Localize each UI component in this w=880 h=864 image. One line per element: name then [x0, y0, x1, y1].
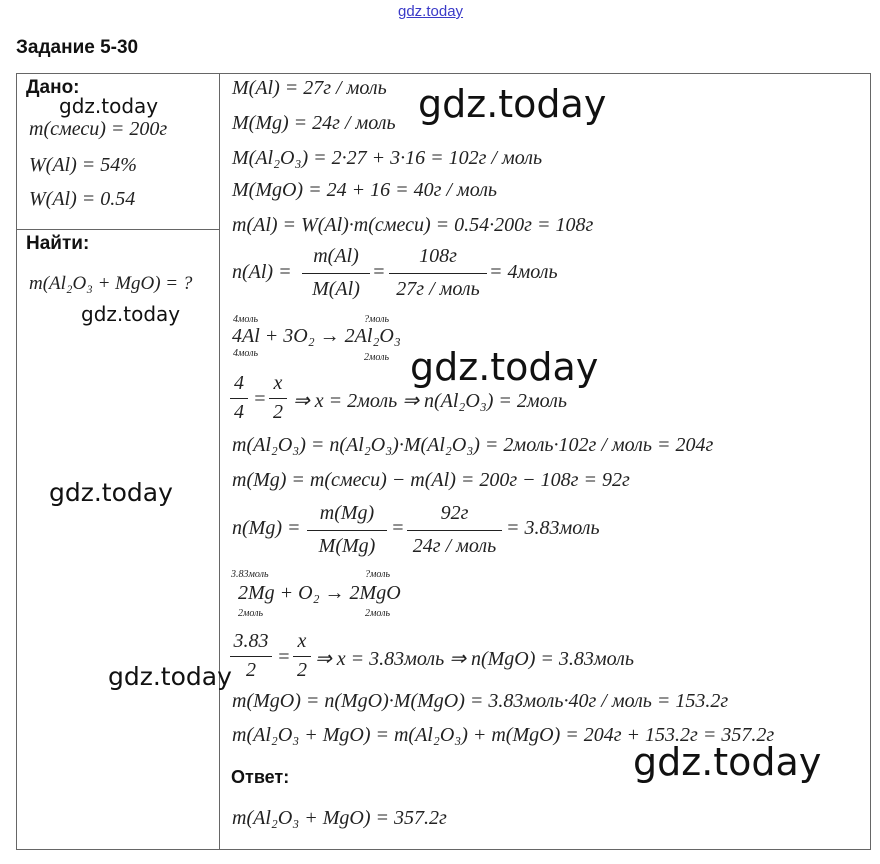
reaction-annotation: 4моль	[233, 314, 259, 325]
proportion-rest: ⇒ x = 3.83моль ⇒ n(MgO) = 3.83моль	[315, 648, 634, 670]
fraction-numerator: 108г	[419, 245, 457, 267]
fraction-bar	[293, 656, 311, 657]
fraction-denominator: 2	[273, 401, 283, 423]
reaction-annotation: ?моль	[365, 569, 391, 580]
equals-sign: =	[391, 517, 405, 539]
reaction-annotation: 2моль	[238, 608, 264, 619]
watermark: gdz.today	[633, 740, 822, 784]
site-link[interactable]: gdz.today	[398, 3, 464, 20]
fraction-denominator: 24г / моль	[412, 535, 497, 557]
fraction-numerator: x	[273, 372, 283, 394]
fraction-denominator: 4	[234, 401, 244, 423]
fraction-rhs: = 4моль	[489, 261, 558, 283]
fraction-numerator: m(Mg)	[319, 502, 375, 524]
fraction-numerator: x	[297, 630, 307, 652]
reaction-annotation: ?моль	[364, 314, 390, 325]
reaction-equation: 2Mg + O₂ → 2MgO	[238, 582, 401, 604]
equals-sign: =	[253, 388, 267, 410]
fraction-bar	[407, 530, 502, 531]
given-line: W(Al) = 0.54	[29, 188, 136, 210]
task-title: Задание 5-30	[16, 37, 139, 58]
fraction-numerator: m(Al)	[313, 245, 359, 267]
reaction-annotation: 2моль	[364, 352, 390, 363]
find-label: Найти:	[26, 233, 90, 254]
solution-line: m(Mg) = m(смеси) − m(Al) = 200г − 108г = 92г	[232, 469, 630, 491]
fraction-numerator: 4	[234, 372, 244, 394]
fraction-denominator: 27г / моль	[396, 278, 480, 300]
solution-line: m(MgO) = n(MgO)·M(MgO) = 3.83моль·40г / моль = 153.2г	[232, 690, 729, 712]
fraction-denominator: 2	[246, 659, 256, 681]
fraction-bar	[389, 273, 487, 274]
fraction-numerator: 92г	[440, 502, 469, 524]
fraction-denominator: M(Al)	[312, 278, 360, 300]
solution-line: M(Al₂O₃) = 2·27 + 3·16 = 102г / моль	[232, 147, 543, 169]
solution-line: M(Mg) = 24г / моль	[232, 112, 396, 134]
fraction-denominator: 2	[297, 659, 307, 681]
fraction-numerator: 3.83	[233, 630, 269, 652]
fraction-rhs: = 3.83моль	[506, 517, 600, 539]
watermark: gdz.today	[410, 345, 599, 389]
reaction-annotation: 4моль	[233, 348, 259, 359]
equals-sign: =	[372, 261, 386, 283]
reaction-equation: 4Al + 3O₂ → 2Al₂O₃	[232, 325, 401, 347]
solution-table	[16, 73, 871, 850]
find-expression: m(Al₂O₃ + MgO) = ?	[29, 273, 193, 294]
fraction-bar	[230, 656, 272, 657]
fraction-bar	[269, 398, 287, 399]
reaction-annotation: 3.83моль	[231, 569, 269, 580]
solution-line: M(Al) = 27г / моль	[232, 77, 387, 99]
watermark: gdz.today	[108, 662, 232, 691]
fraction-bar	[230, 398, 248, 399]
given-line: m(смеси) = 200г	[29, 118, 168, 140]
fraction-lhs: n(Mg) =	[232, 517, 301, 539]
fraction-bar	[302, 273, 370, 274]
answer-value: m(Al₂O₃ + MgO) = 357.2г	[232, 807, 447, 829]
equals-sign: =	[277, 646, 291, 668]
fraction-denominator: M(Mg)	[318, 535, 376, 557]
answer-label: Ответ:	[231, 767, 290, 787]
column-divider	[219, 74, 220, 849]
given-label: Дано:	[26, 77, 80, 98]
row-divider	[17, 229, 219, 230]
solution-line: m(Al₂O₃ + MgO) = m(Al₂O₃) + m(MgO) = 204г + 153.2г = 357.2г	[232, 724, 775, 746]
given-line: W(Al) = 54%	[29, 154, 137, 176]
solution-line: M(MgO) = 24 + 16 = 40г / моль	[232, 179, 498, 201]
proportion-rest: ⇒ x = 2моль ⇒ n(Al₂O₃) = 2моль	[293, 390, 568, 412]
solution-line: m(Al) = W(Al)·m(смеси) = 0.54·200г = 108г	[232, 214, 594, 236]
watermark: gdz.today	[418, 82, 607, 126]
watermark: gdz.today	[49, 478, 173, 507]
fraction-bar	[307, 530, 387, 531]
fraction-lhs: n(Al) =	[232, 261, 292, 283]
watermark: gdz.today	[81, 302, 181, 326]
reaction-annotation: 2моль	[365, 608, 391, 619]
watermark: gdz.today	[59, 94, 159, 118]
solution-line: m(Al₂O₃) = n(Al₂O₃)·M(Al₂O₃) = 2моль·102г / моль = 204г	[232, 434, 714, 456]
